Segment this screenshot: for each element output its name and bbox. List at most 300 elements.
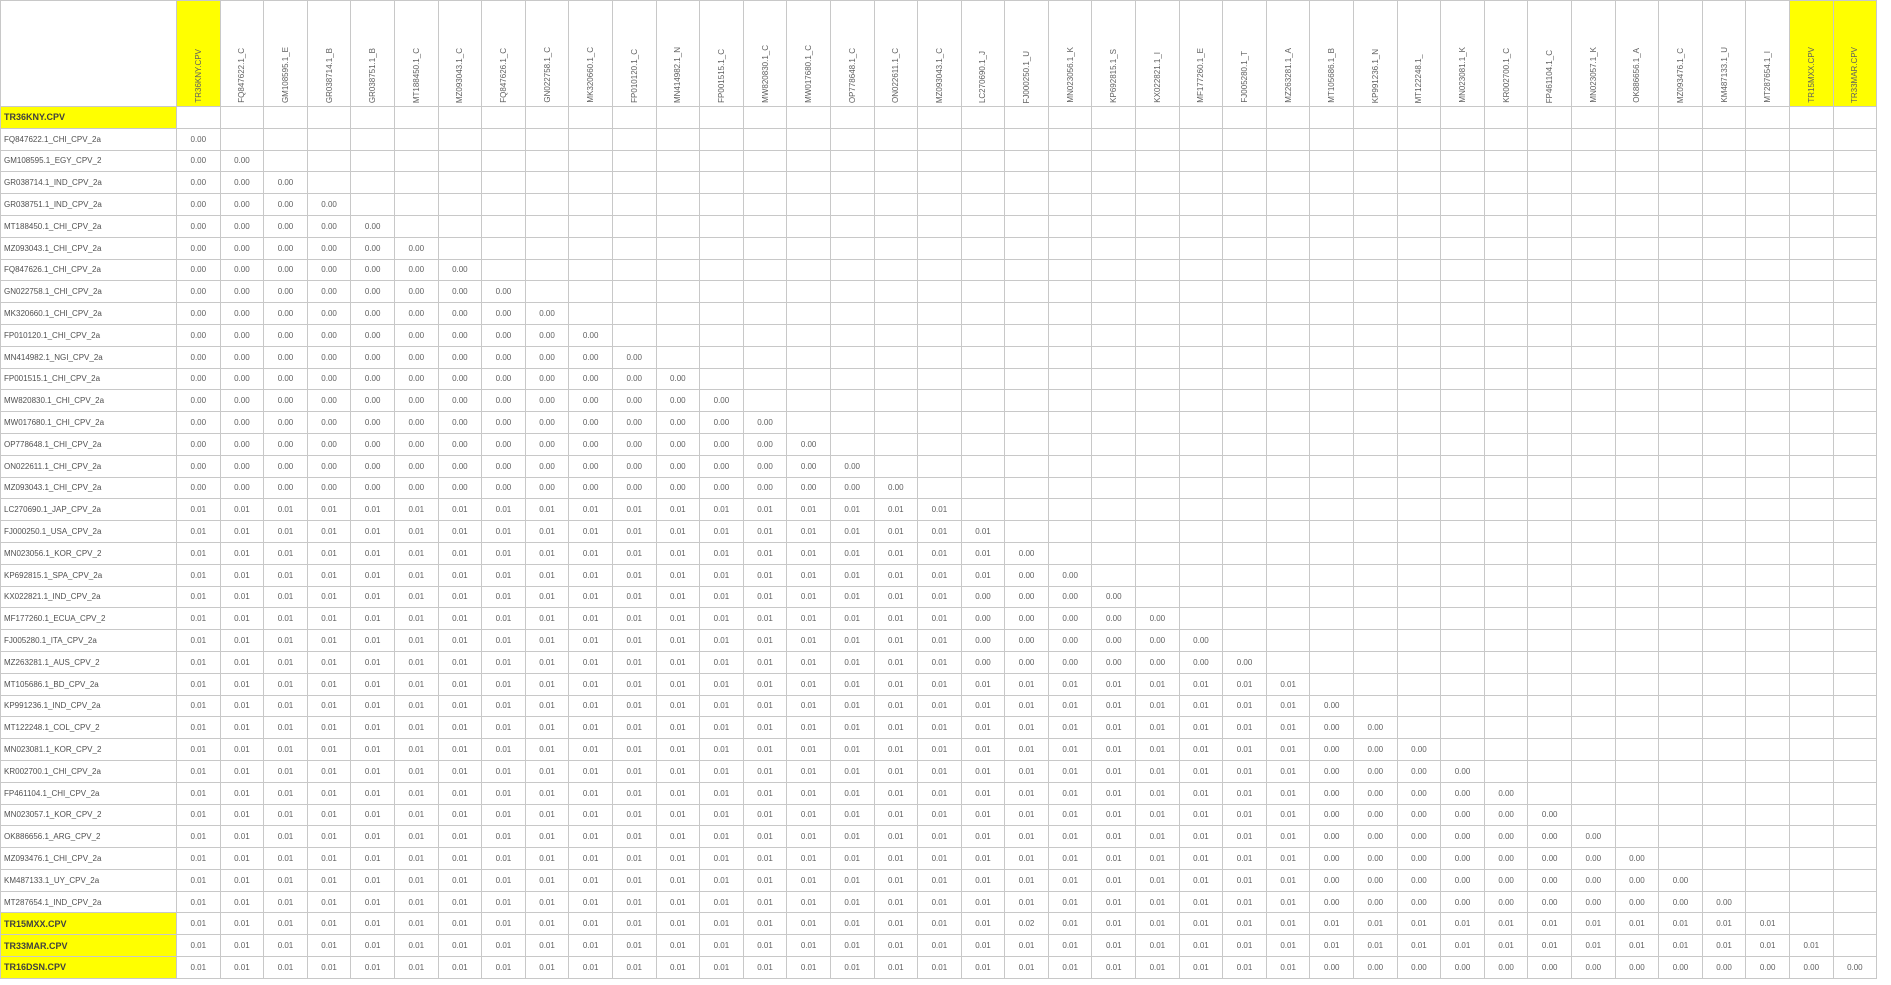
- matrix-cell: [1397, 630, 1441, 652]
- matrix-cell: [1572, 608, 1616, 630]
- matrix-cell: [1266, 477, 1310, 499]
- matrix-cell: [1354, 608, 1398, 630]
- matrix-cell: 0.01: [1179, 673, 1223, 695]
- matrix-cell: [482, 128, 526, 150]
- matrix-cell: [1005, 281, 1049, 303]
- table-row: [1, 586, 1877, 608]
- matrix-cell: [1833, 324, 1877, 346]
- matrix-cell: 0.01: [1528, 935, 1572, 957]
- matrix-cell: [1833, 891, 1877, 913]
- matrix-cell: [1746, 215, 1790, 237]
- matrix-cell: [525, 281, 569, 303]
- column-header: [874, 1, 918, 107]
- matrix-cell: 0.01: [482, 608, 526, 630]
- matrix-cell: [787, 368, 831, 390]
- matrix-cell: [1397, 194, 1441, 216]
- matrix-cell: [1659, 346, 1703, 368]
- matrix-cell: [1789, 346, 1833, 368]
- matrix-cell: [830, 215, 874, 237]
- matrix-cell: [1266, 455, 1310, 477]
- matrix-cell: 0.01: [177, 935, 221, 957]
- column-header-label: TR36KNY.CPV: [193, 49, 203, 103]
- matrix-cell: 0.01: [743, 521, 787, 543]
- matrix-cell: [1397, 433, 1441, 455]
- matrix-cell: [1833, 913, 1877, 935]
- matrix-cell: 0.01: [351, 695, 395, 717]
- matrix-cell: 0.01: [1179, 739, 1223, 761]
- column-header: [918, 1, 962, 107]
- matrix-cell: [1572, 390, 1616, 412]
- matrix-cell: 0.01: [264, 542, 308, 564]
- row-label: MN023057.1_KOR_CPV_2: [1, 804, 177, 826]
- matrix-cell: 0.01: [656, 826, 700, 848]
- matrix-cell: [525, 259, 569, 281]
- matrix-cell: [830, 412, 874, 434]
- matrix-cell: 0.00: [307, 390, 351, 412]
- matrix-cell: 0.00: [656, 433, 700, 455]
- matrix-cell: [1615, 542, 1659, 564]
- matrix-cell: [1354, 368, 1398, 390]
- matrix-cell: [1179, 368, 1223, 390]
- matrix-cell: [525, 237, 569, 259]
- matrix-cell: 0.01: [1266, 957, 1310, 979]
- column-header: [1572, 1, 1616, 107]
- matrix-cell: 0.01: [1048, 804, 1092, 826]
- matrix-cell: 0.00: [307, 324, 351, 346]
- column-header-label: KR002700.1_C: [1501, 48, 1511, 103]
- matrix-cell: 0.00: [1484, 891, 1528, 913]
- table-row: [1, 455, 1877, 477]
- matrix-cell: 0.00: [394, 281, 438, 303]
- column-header: [1354, 1, 1398, 107]
- matrix-cell: 0.00: [1092, 630, 1136, 652]
- matrix-cell: 0.01: [482, 542, 526, 564]
- matrix-cell: 0.00: [1048, 651, 1092, 673]
- matrix-cell: 0.01: [612, 717, 656, 739]
- matrix-cell: 0.00: [307, 412, 351, 434]
- matrix-cell: [1746, 630, 1790, 652]
- matrix-cell: 0.01: [264, 804, 308, 826]
- matrix-cell: 0.00: [264, 477, 308, 499]
- matrix-cell: [1659, 499, 1703, 521]
- matrix-cell: 0.01: [569, 521, 613, 543]
- matrix-cell: [1310, 673, 1354, 695]
- matrix-cell: [1310, 433, 1354, 455]
- matrix-cell: [1702, 542, 1746, 564]
- matrix-cell: [1048, 455, 1092, 477]
- matrix-cell: 0.01: [351, 957, 395, 979]
- matrix-cell: 0.00: [264, 368, 308, 390]
- matrix-cell: 0.01: [525, 651, 569, 673]
- matrix-cell: [1179, 281, 1223, 303]
- matrix-cell: 0.01: [961, 848, 1005, 870]
- matrix-cell: 0.01: [656, 651, 700, 673]
- matrix-cell: [1746, 281, 1790, 303]
- matrix-cell: [1354, 281, 1398, 303]
- matrix-cell: 0.00: [1746, 957, 1790, 979]
- matrix-cell: [1092, 346, 1136, 368]
- matrix-cell: [1659, 368, 1703, 390]
- matrix-cell: [961, 281, 1005, 303]
- matrix-cell: 0.00: [700, 477, 744, 499]
- matrix-cell: [1484, 128, 1528, 150]
- matrix-cell: 0.01: [1048, 869, 1092, 891]
- matrix-cell: 0.00: [220, 194, 264, 216]
- matrix-cell: [1092, 172, 1136, 194]
- matrix-cell: [1310, 215, 1354, 237]
- matrix-cell: [1223, 172, 1267, 194]
- matrix-cell: [1572, 172, 1616, 194]
- matrix-cell: [1572, 586, 1616, 608]
- matrix-cell: [1441, 194, 1485, 216]
- matrix-cell: [961, 324, 1005, 346]
- matrix-cell: [1615, 564, 1659, 586]
- matrix-cell: [961, 172, 1005, 194]
- matrix-cell: 0.00: [1528, 957, 1572, 979]
- matrix-cell: [1005, 521, 1049, 543]
- matrix-cell: [961, 128, 1005, 150]
- matrix-cell: [1354, 107, 1398, 129]
- matrix-cell: 0.01: [830, 826, 874, 848]
- matrix-cell: 0.01: [220, 760, 264, 782]
- matrix-cell: 0.00: [177, 259, 221, 281]
- table-row: [1, 695, 1877, 717]
- matrix-cell: [918, 303, 962, 325]
- matrix-cell: [1572, 651, 1616, 673]
- matrix-cell: [612, 194, 656, 216]
- matrix-cell: 0.00: [220, 259, 264, 281]
- matrix-cell: 0.01: [961, 782, 1005, 804]
- row-label: MF177260.1_ECUA_CPV_2: [1, 608, 177, 630]
- matrix-cell: [1179, 237, 1223, 259]
- matrix-cell: [874, 150, 918, 172]
- column-header-label: KX022821.1_I: [1152, 52, 1162, 103]
- matrix-cell: [1136, 390, 1180, 412]
- matrix-cell: [1310, 608, 1354, 630]
- matrix-cell: 0.01: [351, 586, 395, 608]
- matrix-cell: 0.00: [1528, 869, 1572, 891]
- matrix-cell: [1005, 128, 1049, 150]
- matrix-cell: [1528, 324, 1572, 346]
- matrix-cell: [1615, 651, 1659, 673]
- matrix-cell: [656, 215, 700, 237]
- matrix-cell: [1528, 760, 1572, 782]
- column-header: [1441, 1, 1485, 107]
- matrix-cell: 0.01: [351, 869, 395, 891]
- matrix-cell: 0.00: [220, 215, 264, 237]
- matrix-cell: 0.01: [264, 826, 308, 848]
- matrix-cell: 0.01: [525, 586, 569, 608]
- matrix-cell: [1484, 608, 1528, 630]
- column-header: [177, 1, 221, 107]
- row-label: FP010120.1_CHI_CPV_2a: [1, 324, 177, 346]
- matrix-cell: 0.00: [482, 346, 526, 368]
- matrix-cell: [264, 128, 308, 150]
- column-header-label: MT122248.1_: [1414, 53, 1424, 103]
- matrix-cell: [743, 346, 787, 368]
- matrix-cell: [1005, 455, 1049, 477]
- matrix-cell: 0.00: [177, 346, 221, 368]
- matrix-cell: 0.00: [1354, 869, 1398, 891]
- matrix-cell: 0.01: [700, 630, 744, 652]
- table-row: [1, 346, 1877, 368]
- matrix-cell: 0.01: [220, 630, 264, 652]
- matrix-cell: 0.01: [177, 760, 221, 782]
- matrix-cell: [1702, 259, 1746, 281]
- matrix-cell: [351, 128, 395, 150]
- matrix-cell: [1615, 608, 1659, 630]
- matrix-cell: [1266, 412, 1310, 434]
- matrix-cell: 0.00: [177, 172, 221, 194]
- matrix-cell: [569, 215, 613, 237]
- matrix-cell: 0.01: [307, 869, 351, 891]
- table-row: [1, 739, 1877, 761]
- matrix-cell: 0.00: [961, 630, 1005, 652]
- matrix-cell: [1397, 150, 1441, 172]
- matrix-cell: [1441, 564, 1485, 586]
- matrix-cell: 0.01: [525, 760, 569, 782]
- matrix-cell: [1310, 150, 1354, 172]
- matrix-cell: 0.01: [177, 913, 221, 935]
- matrix-cell: 0.01: [1048, 957, 1092, 979]
- matrix-cell: 0.01: [1136, 739, 1180, 761]
- matrix-cell: 0.01: [1136, 869, 1180, 891]
- matrix-cell: 0.01: [961, 695, 1005, 717]
- matrix-cell: 0.00: [1484, 869, 1528, 891]
- matrix-cell: [1659, 237, 1703, 259]
- matrix-cell: [1223, 346, 1267, 368]
- matrix-cell: 0.01: [918, 521, 962, 543]
- matrix-cell: 0.01: [918, 608, 962, 630]
- matrix-cell: 0.00: [438, 324, 482, 346]
- matrix-cell: 0.01: [438, 651, 482, 673]
- matrix-cell: 0.01: [438, 608, 482, 630]
- matrix-cell: [1310, 586, 1354, 608]
- matrix-cell: [1659, 826, 1703, 848]
- matrix-cell: 0.01: [1005, 695, 1049, 717]
- matrix-cell: [1484, 215, 1528, 237]
- matrix-cell: 0.01: [874, 782, 918, 804]
- matrix-cell: [1223, 542, 1267, 564]
- matrix-cell: [918, 324, 962, 346]
- matrix-cell: 0.01: [482, 695, 526, 717]
- matrix-cell: 0.01: [612, 913, 656, 935]
- matrix-cell: 0.01: [787, 935, 831, 957]
- matrix-cell: [1789, 739, 1833, 761]
- matrix-cell: [918, 390, 962, 412]
- matrix-cell: [1136, 150, 1180, 172]
- matrix-cell: [1354, 128, 1398, 150]
- column-header-label: KP991236.1_N: [1370, 48, 1380, 103]
- matrix-cell: [1702, 172, 1746, 194]
- matrix-cell: 0.00: [307, 346, 351, 368]
- matrix-cell: 0.01: [656, 935, 700, 957]
- matrix-cell: 0.00: [1354, 957, 1398, 979]
- matrix-cell: [1310, 194, 1354, 216]
- column-header-label: MT287654.1_I: [1763, 51, 1773, 103]
- matrix-cell: [482, 215, 526, 237]
- matrix-cell: [1702, 237, 1746, 259]
- matrix-cell: [1789, 869, 1833, 891]
- matrix-cell: [1702, 390, 1746, 412]
- matrix-cell: 0.00: [656, 412, 700, 434]
- matrix-cell: 0.00: [1005, 586, 1049, 608]
- matrix-cell: [438, 172, 482, 194]
- matrix-cell: [1572, 717, 1616, 739]
- column-header: [351, 1, 395, 107]
- matrix-cell: 0.00: [482, 455, 526, 477]
- matrix-cell: [1179, 324, 1223, 346]
- matrix-cell: 0.01: [700, 521, 744, 543]
- matrix-cell: [1441, 433, 1485, 455]
- matrix-cell: 0.00: [177, 368, 221, 390]
- matrix-cell: [874, 368, 918, 390]
- matrix-cell: 0.01: [1223, 760, 1267, 782]
- matrix-cell: 0.00: [264, 346, 308, 368]
- matrix-cell: [1092, 499, 1136, 521]
- matrix-cell: [743, 172, 787, 194]
- matrix-cell: [1572, 477, 1616, 499]
- matrix-cell: [1746, 848, 1790, 870]
- matrix-cell: [874, 107, 918, 129]
- matrix-cell: [1572, 630, 1616, 652]
- matrix-cell: [1310, 303, 1354, 325]
- matrix-cell: 0.01: [743, 564, 787, 586]
- matrix-cell: [1397, 281, 1441, 303]
- matrix-cell: [1572, 433, 1616, 455]
- matrix-cell: 0.01: [918, 913, 962, 935]
- matrix-cell: 0.01: [177, 630, 221, 652]
- matrix-cell: 0.01: [1048, 848, 1092, 870]
- matrix-cell: [1789, 913, 1833, 935]
- matrix-cell: 0.01: [656, 499, 700, 521]
- matrix-cell: 0.01: [918, 760, 962, 782]
- matrix-cell: [1528, 390, 1572, 412]
- matrix-cell: [1615, 455, 1659, 477]
- matrix-cell: 0.01: [918, 826, 962, 848]
- matrix-cell: 0.00: [743, 433, 787, 455]
- matrix-cell: 0.00: [1048, 608, 1092, 630]
- matrix-cell: 0.00: [612, 433, 656, 455]
- matrix-cell: [1615, 760, 1659, 782]
- matrix-cell: [961, 194, 1005, 216]
- matrix-cell: [1659, 673, 1703, 695]
- matrix-cell: 0.01: [830, 499, 874, 521]
- matrix-cell: 0.01: [700, 891, 744, 913]
- matrix-cell: [1092, 542, 1136, 564]
- matrix-cell: [1092, 412, 1136, 434]
- matrix-cell: 0.00: [700, 412, 744, 434]
- matrix-cell: 0.01: [1789, 935, 1833, 957]
- matrix-cell: [1048, 281, 1092, 303]
- matrix-cell: 0.00: [394, 368, 438, 390]
- matrix-cell: 0.00: [264, 172, 308, 194]
- matrix-cell: [1048, 324, 1092, 346]
- matrix-cell: [918, 412, 962, 434]
- matrix-cell: 0.00: [525, 433, 569, 455]
- matrix-cell: 0.00: [351, 368, 395, 390]
- matrix-cell: 0.00: [1005, 608, 1049, 630]
- matrix-cell: [1179, 172, 1223, 194]
- matrix-cell: [1179, 194, 1223, 216]
- matrix-cell: 0.01: [307, 717, 351, 739]
- matrix-cell: [1615, 695, 1659, 717]
- matrix-cell: [1266, 651, 1310, 673]
- matrix-cell: [874, 412, 918, 434]
- matrix-cell: 0.00: [700, 433, 744, 455]
- matrix-cell: [1310, 390, 1354, 412]
- column-header: [1833, 1, 1877, 107]
- matrix-cell: [961, 346, 1005, 368]
- matrix-cell: [438, 150, 482, 172]
- column-header-label: FP461104.1_C: [1545, 49, 1555, 103]
- matrix-cell: 0.01: [1266, 804, 1310, 826]
- matrix-cell: 0.00: [1572, 869, 1616, 891]
- matrix-cell: [656, 259, 700, 281]
- matrix-cell: 0.01: [612, 695, 656, 717]
- matrix-cell: 0.01: [438, 826, 482, 848]
- matrix-cell: [1789, 782, 1833, 804]
- matrix-cell: 0.00: [1397, 869, 1441, 891]
- matrix-cell: [1789, 542, 1833, 564]
- matrix-cell: 0.00: [1659, 869, 1703, 891]
- matrix-cell: [1615, 826, 1659, 848]
- matrix-cell: [1615, 782, 1659, 804]
- matrix-cell: 0.00: [787, 477, 831, 499]
- matrix-cell: 0.01: [787, 826, 831, 848]
- column-header: [1310, 1, 1354, 107]
- matrix-cell: 0.01: [1136, 848, 1180, 870]
- matrix-cell: [961, 433, 1005, 455]
- matrix-cell: 0.01: [482, 499, 526, 521]
- matrix-cell: 0.01: [612, 608, 656, 630]
- matrix-cell: 0.00: [438, 412, 482, 434]
- matrix-cell: [1659, 412, 1703, 434]
- table-row: [1, 630, 1877, 652]
- matrix-cell: [1746, 150, 1790, 172]
- matrix-cell: [918, 172, 962, 194]
- matrix-cell: [482, 172, 526, 194]
- matrix-cell: 0.01: [1005, 673, 1049, 695]
- matrix-cell: 0.01: [569, 760, 613, 782]
- matrix-cell: [1136, 107, 1180, 129]
- matrix-cell: 0.00: [569, 477, 613, 499]
- matrix-cell: 0.01: [612, 521, 656, 543]
- matrix-cell: [569, 281, 613, 303]
- matrix-cell: 0.01: [743, 739, 787, 761]
- matrix-cell: 0.01: [656, 804, 700, 826]
- matrix-cell: 0.01: [1005, 935, 1049, 957]
- matrix-cell: [1048, 346, 1092, 368]
- matrix-cell: [1266, 499, 1310, 521]
- matrix-cell: [1484, 499, 1528, 521]
- matrix-cell: [1354, 303, 1398, 325]
- matrix-cell: [1659, 608, 1703, 630]
- matrix-cell: 0.01: [1179, 848, 1223, 870]
- matrix-cell: 0.01: [612, 891, 656, 913]
- matrix-cell: 0.01: [351, 630, 395, 652]
- matrix-cell: [1354, 542, 1398, 564]
- matrix-cell: [1659, 651, 1703, 673]
- table-row: [1, 368, 1877, 390]
- matrix-cell: 0.01: [1005, 717, 1049, 739]
- matrix-cell: 0.01: [700, 782, 744, 804]
- matrix-cell: 0.01: [874, 717, 918, 739]
- matrix-cell: 0.01: [700, 586, 744, 608]
- matrix-cell: 0.01: [656, 673, 700, 695]
- matrix-cell: [1005, 215, 1049, 237]
- matrix-cell: [1659, 477, 1703, 499]
